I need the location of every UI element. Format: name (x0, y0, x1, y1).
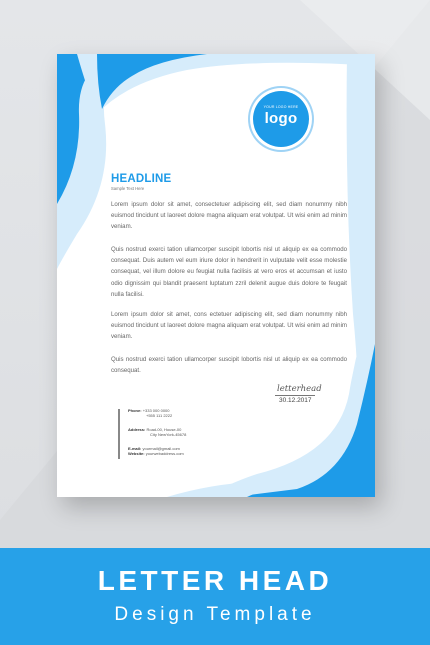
logo-badge (253, 91, 309, 147)
address-label: Address: (128, 427, 146, 432)
website-value: yourwebaddress.com (145, 451, 184, 457)
phone-label: Phone: (128, 408, 142, 413)
title-banner (0, 548, 430, 645)
email-value: yourmail@gmail.com (142, 446, 180, 451)
body-paragraph: Lorem ipsum dolor sit amet, consectetuer adipiscing elit, sed diam nonummy nibh euismod tincidunt ut laoreet dolore magna aliquam erat volutpat. Ut wisi enim ad minim veniam. (111, 201, 347, 231)
banner-title: LETTER HEAD (97, 565, 333, 596)
address-line-2: City NewYork-45678 (150, 432, 187, 438)
letterhead-page (57, 54, 375, 497)
body-paragraph: Quis nostrud exerci tation ullamcorper suscipit lobortis nisl ut aliquip ex ea commodo consequat. Duis autem vel eum iriure dolor in hendrerit in vulputate velit esse molestie consequat, vel illum dolore eu feugiat nulla facilisis at vero eros et accumsan et iusto odio dignissim qui blandit praesent luptatum zzril delenit augue duis dolore te feugait nulla facilisi. (111, 246, 347, 298)
logo-tagline: YOUR LOGO HERE (263, 105, 299, 109)
address-line-1: Road-00, House-00 (146, 427, 182, 432)
body-paragraph: Lorem ipsum dolor sit amet, cons ectetuer adipiscing elit, sed diam nonummy nibh euismod tincidunt ut laoreet dolore magna aliquam erat volutpat. Ut wisi enim ad minim veniam. (111, 311, 347, 341)
signature: letterhead (277, 384, 322, 394)
contact-phone (128, 408, 172, 418)
letter-headline: HEADLINE (111, 173, 172, 185)
contact-online (128, 446, 184, 456)
signature-line (275, 395, 315, 396)
headline-subtext: Sample Text Here (111, 186, 145, 191)
phone-value-1: +333 000 0000 (142, 408, 170, 413)
body-paragraph: Quis nostrud exerci tation ullamcorper suscipit lobortis nisl ut aliquip ex ea commodo consequat. (111, 356, 347, 375)
letter-date: 30.12.2017 (279, 397, 312, 404)
contact-address (128, 427, 186, 437)
website-label: Website: (128, 451, 145, 457)
contact-divider (118, 409, 120, 459)
email-label: E-mail: (128, 446, 142, 451)
banner-subtitle: Design Template (114, 604, 316, 625)
phone-value-2: +555 111 2222 (146, 413, 173, 419)
logo-wordmark: logo (264, 110, 298, 127)
